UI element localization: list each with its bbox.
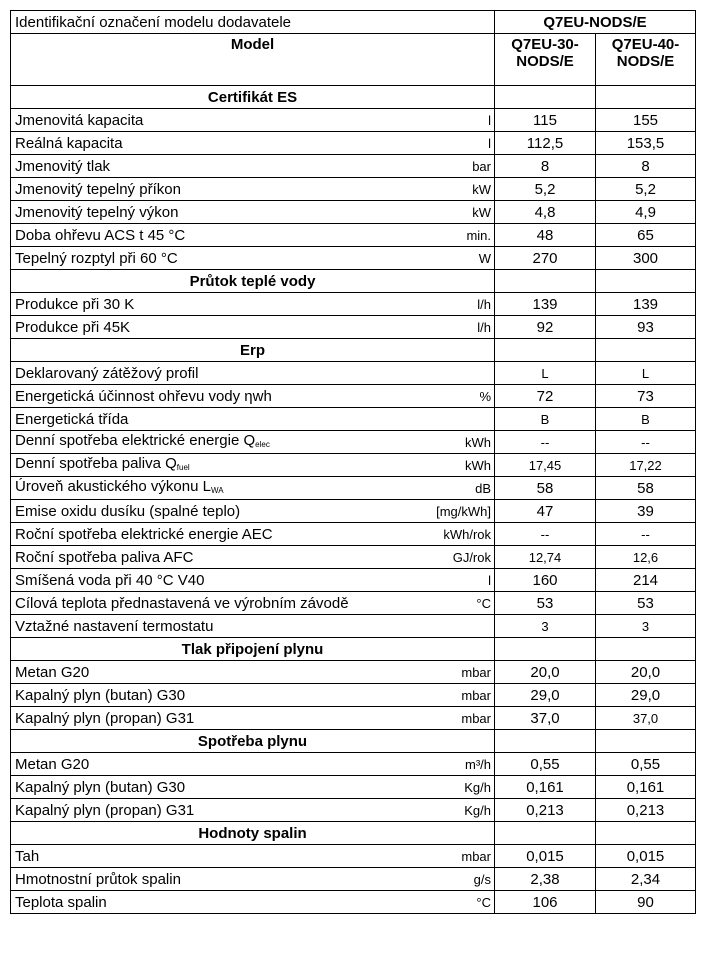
unit-cell: Kg/h (429, 799, 495, 822)
parameter-label (11, 362, 429, 385)
section-blank-1 (495, 822, 596, 845)
value-model-40: 2,34 (596, 868, 696, 891)
parameter-text: Metan G20 (15, 755, 90, 773)
section-row (11, 730, 696, 753)
table-row (11, 408, 696, 431)
parameter-label (11, 799, 429, 822)
value-model-30: 5,2 (495, 178, 596, 201)
value-model-40: 0,161 (596, 776, 696, 799)
parameter-label (11, 155, 429, 178)
parameter-label (11, 776, 429, 799)
header-row-model (11, 34, 696, 86)
value-model-40: 93 (596, 316, 696, 339)
value-model-40: 153,5 (596, 132, 696, 155)
value-model-30: 20,0 (495, 661, 596, 684)
value-model-40: 20,0 (596, 661, 696, 684)
table-row (11, 362, 696, 385)
parameter-text: Jmenovitý tlak (15, 157, 111, 175)
section-blank-2 (596, 270, 696, 293)
value-model-40: 39 (596, 500, 696, 523)
value-model-30: 160 (495, 569, 596, 592)
parameter-label (11, 477, 429, 500)
value-model-40: 0,55 (596, 753, 696, 776)
header-row-id (11, 11, 696, 34)
value-model-40: 53 (596, 592, 696, 615)
unit-cell: dB (429, 477, 495, 500)
section-blank-1 (495, 730, 596, 753)
section-title: Průtok teplé vody (11, 270, 495, 293)
unit-cell: g/s (429, 868, 495, 891)
unit-cell: mbar (429, 845, 495, 868)
value-model-40: L (596, 362, 696, 385)
value-model-40: -- (596, 523, 696, 546)
table-row (11, 799, 696, 822)
value-model-30: 270 (495, 247, 596, 270)
value-model-40: 37,0 (596, 707, 696, 730)
unit-cell: Kg/h (429, 776, 495, 799)
value-model-40: 90 (596, 891, 696, 914)
section-title: Erp (11, 339, 495, 362)
parameter-label (11, 132, 429, 155)
table-row (11, 707, 696, 730)
parameter-label (11, 224, 429, 247)
table-row (11, 684, 696, 707)
unit-cell: °C (429, 891, 495, 914)
value-model-30: B (495, 408, 596, 431)
unit-cell: l (429, 569, 495, 592)
table-row (11, 661, 696, 684)
parameter-label (11, 201, 429, 224)
section-blank-2 (596, 339, 696, 362)
value-model-30: -- (495, 431, 596, 454)
parameter-label (11, 431, 429, 454)
parameter-subscript: fuel (176, 462, 190, 472)
parameter-text: Teplota spalin (15, 893, 107, 911)
section-row (11, 822, 696, 845)
unit-cell: kWh/rok (429, 523, 495, 546)
value-model-40: 0,213 (596, 799, 696, 822)
parameter-text: Hmotnostní průtok spalin (15, 870, 181, 888)
table-row (11, 868, 696, 891)
section-title: Hodnoty spalin (11, 822, 495, 845)
section-title: Certifikát ES (11, 86, 495, 109)
spec-table (10, 10, 696, 914)
parameter-text: Produkce při 30 K (15, 295, 135, 313)
parameter-text: Emise oxidu dusíku (spalné teplo) (15, 502, 241, 520)
value-model-30: 0,55 (495, 753, 596, 776)
parameter-text: Tah (15, 847, 40, 865)
value-model-30: 58 (495, 477, 596, 500)
parameter-label (11, 500, 429, 523)
unit-cell: kW (429, 201, 495, 224)
parameter-label (11, 661, 429, 684)
unit-cell: W (429, 247, 495, 270)
value-model-30: 53 (495, 592, 596, 615)
value-model-40: 4,9 (596, 201, 696, 224)
value-model-40: 58 (596, 477, 696, 500)
section-row (11, 86, 696, 109)
table-row (11, 546, 696, 569)
table-row (11, 155, 696, 178)
unit-cell: bar (429, 155, 495, 178)
parameter-label (11, 615, 429, 638)
value-model-30: 72 (495, 385, 596, 408)
parameter-text: Deklarovaný zátěžový profil (15, 364, 199, 382)
parameter-label (11, 891, 429, 914)
unit-cell: GJ/rok (429, 546, 495, 569)
parameter-text: Kapalný plyn (propan) G31 (15, 709, 195, 727)
parameter-label (11, 385, 429, 408)
unit-cell: m³/h (429, 753, 495, 776)
unit-cell: l/h (429, 316, 495, 339)
value-model-40: 139 (596, 293, 696, 316)
parameter-label (11, 707, 429, 730)
table-row (11, 201, 696, 224)
parameter-label (11, 592, 429, 615)
parameter-text: Produkce při 45K (15, 318, 131, 336)
value-model-40: 214 (596, 569, 696, 592)
table-row (11, 293, 696, 316)
value-model-30: 12,74 (495, 546, 596, 569)
value-model-30: 29,0 (495, 684, 596, 707)
section-blank-1 (495, 270, 596, 293)
parameter-text: Kapalný plyn (propan) G31 (15, 801, 195, 819)
parameter-text: Úroveň akustického výkonu L (15, 477, 211, 495)
value-model-30: 4,8 (495, 201, 596, 224)
parameter-text: Doba ohřevu ACS t 45 °C (15, 226, 186, 244)
parameter-label (11, 753, 429, 776)
value-model-30: 48 (495, 224, 596, 247)
parameter-text: Jmenovitý tepelný výkon (15, 203, 179, 221)
value-model-30: 2,38 (495, 868, 596, 891)
unit-cell: min. (429, 224, 495, 247)
table-row (11, 132, 696, 155)
parameter-text: Denní spotřeba elektrické energie Q (15, 431, 256, 449)
table-row (11, 224, 696, 247)
parameter-text: Cílová teplota přednastavená ve výrobním závodě (15, 594, 349, 612)
series-name: Q7EU-NODS/E (495, 11, 696, 34)
value-model-40: 17,22 (596, 454, 696, 477)
parameter-text: Reálná kapacita (15, 134, 123, 152)
value-model-40: 29,0 (596, 684, 696, 707)
unit-cell: % (429, 385, 495, 408)
value-model-40: 5,2 (596, 178, 696, 201)
section-title: Tlak připojení plynu (11, 638, 495, 661)
unit-cell (429, 408, 495, 431)
value-model-40: B (596, 408, 696, 431)
unit-cell: kW (429, 178, 495, 201)
value-model-40: 0,015 (596, 845, 696, 868)
parameter-text: Energetická účinnost ohřevu vody ηwh (15, 387, 272, 405)
section-blank-2 (596, 730, 696, 753)
table-row (11, 776, 696, 799)
parameter-text: Jmenovitý tepelný příkon (15, 180, 181, 198)
parameter-label (11, 247, 429, 270)
parameter-text: Metan G20 (15, 663, 90, 681)
table-row (11, 109, 696, 132)
parameter-text: Kapalný plyn (butan) G30 (15, 686, 186, 704)
parameter-label (11, 454, 429, 477)
unit-cell: kWh (429, 431, 495, 454)
table-row (11, 178, 696, 201)
value-model-30: 37,0 (495, 707, 596, 730)
table-row (11, 247, 696, 270)
table-row (11, 615, 696, 638)
value-model-30: 112,5 (495, 132, 596, 155)
model-1-line1: Q7EU-30- (511, 36, 579, 53)
value-model-30: 92 (495, 316, 596, 339)
value-model-30: 139 (495, 293, 596, 316)
parameter-subscript: elec (255, 439, 270, 449)
parameter-label (11, 684, 429, 707)
value-model-30: 0,213 (495, 799, 596, 822)
unit-cell: mbar (429, 661, 495, 684)
model-2-line2: NODS/E (616, 53, 675, 70)
unit-cell: [mg/kWh] (429, 500, 495, 523)
table-row (11, 845, 696, 868)
parameter-text: Tepelný rozptyl při 60 °C (15, 249, 178, 267)
model-name-2 (596, 34, 696, 86)
value-model-30: 0,161 (495, 776, 596, 799)
value-model-30: L (495, 362, 596, 385)
section-blank-1 (495, 86, 596, 109)
table-row (11, 753, 696, 776)
value-model-30: 8 (495, 155, 596, 178)
value-model-30: 0,015 (495, 845, 596, 868)
parameter-label (11, 868, 429, 891)
value-model-30: 17,45 (495, 454, 596, 477)
section-blank-2 (596, 638, 696, 661)
value-model-30: 106 (495, 891, 596, 914)
unit-cell: l (429, 109, 495, 132)
value-model-30: 115 (495, 109, 596, 132)
table-row (11, 891, 696, 914)
unit-cell: mbar (429, 684, 495, 707)
value-model-40: -- (596, 431, 696, 454)
table-row (11, 431, 696, 454)
table-row (11, 454, 696, 477)
table-row (11, 500, 696, 523)
unit-cell: °C (429, 592, 495, 615)
parameter-text: Kapalný plyn (butan) G30 (15, 778, 186, 796)
table-row (11, 316, 696, 339)
unit-cell: kWh (429, 454, 495, 477)
value-model-40: 155 (596, 109, 696, 132)
value-model-40: 3 (596, 615, 696, 638)
section-row (11, 638, 696, 661)
section-row (11, 339, 696, 362)
value-model-30: -- (495, 523, 596, 546)
model-label: Model (11, 34, 495, 86)
unit-cell (429, 362, 495, 385)
parameter-text: Jmenovitá kapacita (15, 111, 144, 129)
section-title: Spotřeba plynu (11, 730, 495, 753)
spec-sheet (10, 10, 696, 914)
parameter-text: Vztažné nastavení termostatu (15, 617, 214, 635)
section-blank-2 (596, 822, 696, 845)
table-row (11, 592, 696, 615)
parameter-label (11, 109, 429, 132)
unit-cell: l (429, 132, 495, 155)
section-blank-1 (495, 339, 596, 362)
parameter-label (11, 408, 429, 431)
section-row (11, 270, 696, 293)
unit-cell: mbar (429, 707, 495, 730)
value-model-40: 73 (596, 385, 696, 408)
parameter-label (11, 316, 429, 339)
parameter-label (11, 845, 429, 868)
parameter-label (11, 178, 429, 201)
parameter-label (11, 546, 429, 569)
parameter-label (11, 293, 429, 316)
section-blank-1 (495, 638, 596, 661)
table-row (11, 569, 696, 592)
section-blank-2 (596, 86, 696, 109)
value-model-30: 47 (495, 500, 596, 523)
parameter-subscript: WA (210, 485, 224, 495)
table-row (11, 523, 696, 546)
parameter-label (11, 523, 429, 546)
model-1-line2: NODS/E (516, 53, 574, 70)
parameter-text: Energetická třída (15, 410, 129, 428)
value-model-40: 12,6 (596, 546, 696, 569)
parameter-text: Roční spotřeba elektrické energie AEC (15, 525, 273, 543)
id-label: Identifikační označení modelu dodavatele (11, 11, 495, 34)
unit-cell: l/h (429, 293, 495, 316)
parameter-label (11, 569, 429, 592)
value-model-30: 3 (495, 615, 596, 638)
table-row (11, 385, 696, 408)
model-2-line1: Q7EU-40- (611, 36, 680, 53)
value-model-40: 300 (596, 247, 696, 270)
parameter-text: Denní spotřeba paliva Q (15, 454, 177, 472)
value-model-40: 8 (596, 155, 696, 178)
parameter-text: Roční spotřeba paliva AFC (15, 548, 194, 566)
parameter-text: Smíšená voda při 40 °C V40 (15, 571, 205, 589)
table-row (11, 477, 696, 500)
model-name-1 (495, 34, 596, 86)
unit-cell (429, 615, 495, 638)
value-model-40: 65 (596, 224, 696, 247)
